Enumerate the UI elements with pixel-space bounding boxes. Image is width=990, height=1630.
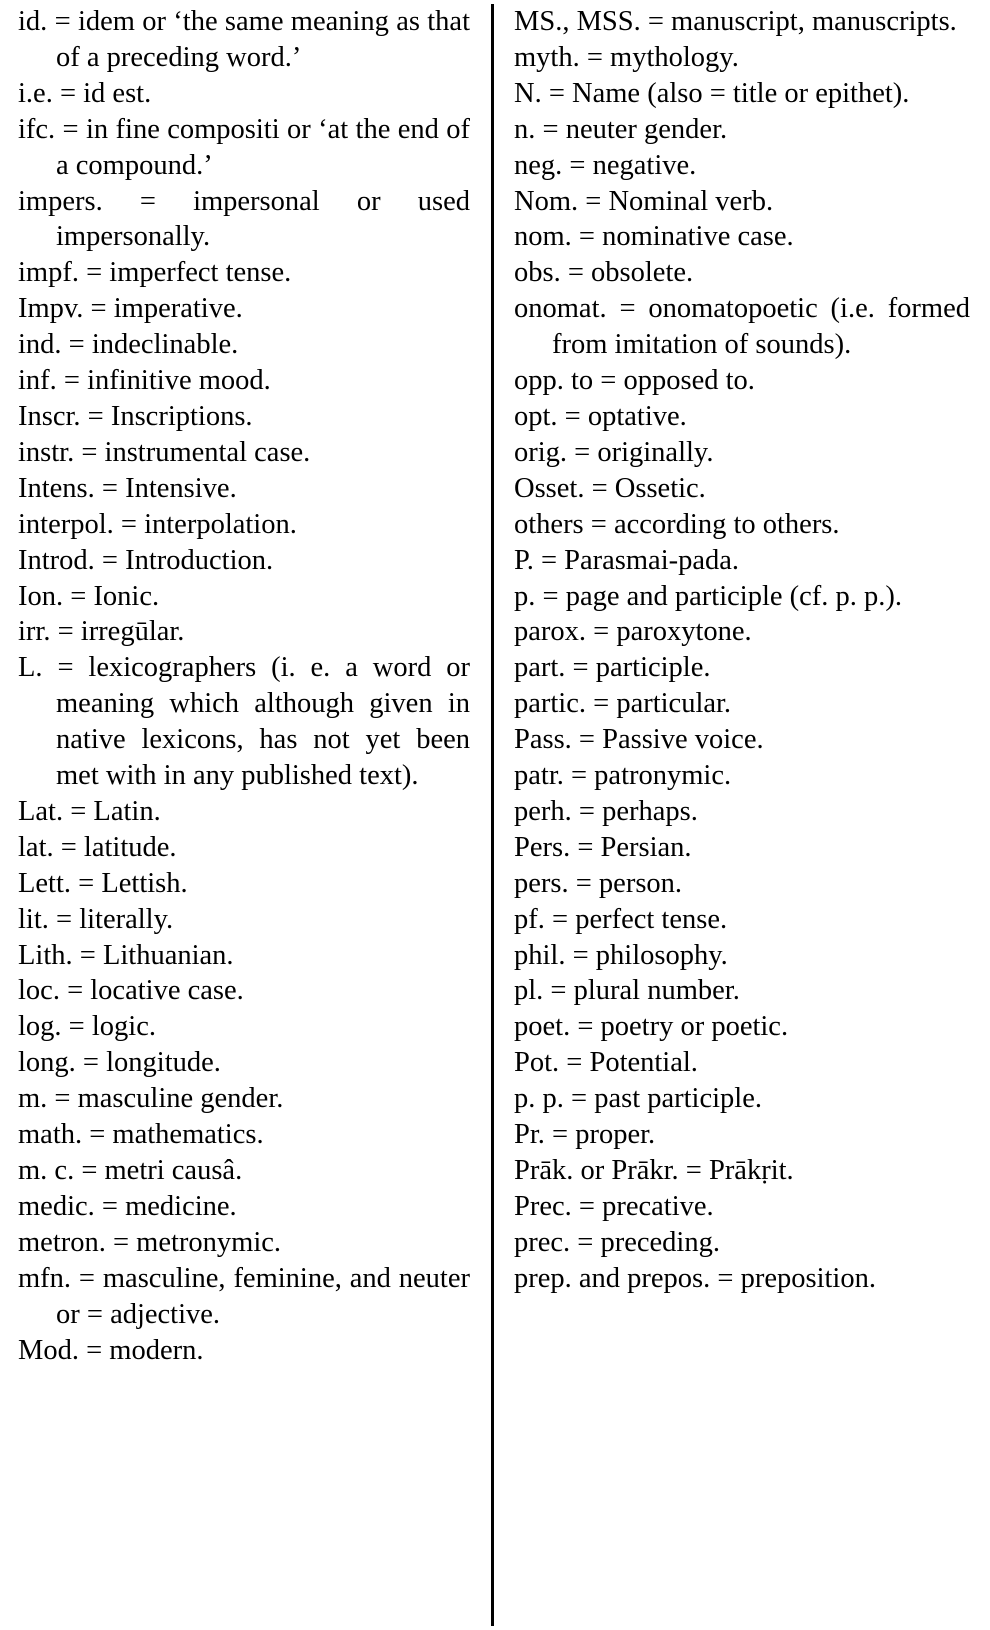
abbreviation-entry: P. = Parasmai-pada. (514, 544, 740, 576)
abbreviation-entry: partic. = particular. (514, 688, 732, 720)
abbreviation-entry: Lith. = Lithuanian. (18, 939, 234, 971)
abbreviation-entry: opt. = optative. (514, 400, 687, 432)
abbreviation-entry: Prāk. or Prākr. = Prākṛit. (514, 1155, 794, 1186)
abbreviation-entry: others = according to others. (514, 508, 840, 540)
abbreviation-entry: L. = lexicographers (i. e. a word or meaning which although given in native lexicons, has not yet been met with in any published text). (18, 652, 470, 792)
abbreviation-entry: medic. = medicine. (18, 1190, 237, 1222)
abbreviation-entry: irr. = irregūlar. (18, 616, 185, 648)
abbreviation-entry: Pass. = Passive voice. (514, 724, 764, 756)
abbreviation-entry: nom. = nominative case. (514, 221, 794, 253)
abbreviation-entry: long. = longitude. (18, 1047, 221, 1079)
abbreviation-entry: Ion. = Ionic. (18, 580, 160, 612)
abbreviation-entry: inf. = infinitive mood. (18, 365, 271, 397)
abbreviation-entry: pl. = plural number. (514, 975, 740, 1007)
abbreviation-entry: ind. = indeclinable. (18, 329, 239, 361)
abbreviation-entry: prep. and prepos. = preposition. (514, 1262, 876, 1294)
abbreviation-entry: p. p. = past participle. (514, 1083, 762, 1115)
abbreviation-entry: Pers. = Persian. (514, 831, 692, 863)
abbreviation-entry: m. c. = metri causâ. (18, 1155, 243, 1186)
left-column (18, 4, 470, 1368)
abbreviation-entry: instr. = instrumental case. (18, 436, 311, 468)
abbreviation-entry: lit. = literally. (18, 903, 174, 935)
abbreviation-entry: mfn. = masculine, feminine, and neuter or = adjective. (18, 1262, 470, 1330)
abbreviation-entry: patr. = patronymic. (514, 760, 732, 792)
abbreviation-entry: Impv. = imperative. (18, 293, 243, 325)
column-divider (491, 4, 494, 1626)
abbreviation-entry: parox. = paroxytone. (514, 616, 752, 648)
abbreviation-entry: Pot. = Potential. (514, 1047, 698, 1079)
abbreviation-entry: ifc. = in fine compositi or ‘at the end of a compound.’ (18, 113, 470, 181)
abbreviation-entry: impf. = imperfect tense. (18, 257, 292, 289)
abbreviation-entry: n. = neuter gender. (514, 113, 728, 145)
abbreviation-entry: i.e. = id est. (18, 77, 152, 109)
abbreviation-entry: Lat. = Latin. (18, 795, 161, 827)
abbreviation-entry: metron. = metronymic. (18, 1226, 282, 1258)
abbreviation-entry: neg. = negative. (514, 149, 697, 181)
abbreviation-entry: myth. = mythology. (514, 41, 739, 73)
abbreviation-entry: Lett. = Lettish. (18, 867, 188, 899)
abbreviation-entry: Intens. = Intensive. (18, 472, 237, 504)
abbreviation-entry: orig. = originally. (514, 436, 714, 468)
abbreviation-entry: Nom. = Nominal verb. (514, 185, 774, 217)
abbreviation-entry: prec. = preceding. (514, 1226, 720, 1258)
abbreviation-entry: phil. = philosophy. (514, 939, 728, 971)
abbreviation-entry: m. = masculine gender. (18, 1083, 284, 1115)
abbreviation-entry: Inscr. = Inscriptions. (18, 400, 253, 432)
abbreviation-entry: p. = page and participle (cf. p. p.). (514, 580, 903, 612)
abbreviation-entry: poet. = poetry or poetic. (514, 1011, 789, 1043)
abbreviation-entry: onomat. = onomatopoetic (i.e. formed from imitation of sounds). (514, 293, 970, 361)
abbreviation-entry: loc. = locative case. (18, 975, 244, 1007)
abbreviation-entry: math. = mathematics. (18, 1119, 264, 1151)
abbreviation-entry: pers. = person. (514, 867, 683, 899)
abbreviation-entry: lat. = latitude. (18, 831, 177, 863)
abbreviation-entry: log. = logic. (18, 1011, 156, 1043)
abbreviation-entry: obs. = obsolete. (514, 257, 694, 289)
abbreviation-entry: Osset. = Ossetic. (514, 472, 706, 504)
right-column (514, 4, 970, 1297)
abbreviation-entry: Pr. = proper. (514, 1119, 656, 1151)
abbreviation-entry: interpol. = interpolation. (18, 508, 297, 540)
abbreviation-entry: id. = idem or ‘the same meaning as that of a preceding word.’ (18, 6, 470, 73)
abbreviation-entry: Introd. = Introduction. (18, 544, 274, 576)
abbreviation-entry: Prec. = precative. (514, 1190, 714, 1222)
abbreviation-entry: pf. = perfect tense. (514, 903, 728, 935)
abbreviation-entry: part. = participle. (514, 652, 711, 684)
abbreviation-entry: impers. = impersonal or used impersonally. (18, 185, 470, 253)
abbreviation-entry: opp. to = opposed to. (514, 365, 755, 397)
abbreviation-entry: perh. = perhaps. (514, 795, 698, 827)
abbreviation-entry: Mod. = modern. (18, 1334, 204, 1366)
abbreviation-entry: MS., MSS. = manuscript, manuscripts. (514, 6, 957, 37)
abbreviation-entry: N. = Name (also = title or epithet). (514, 77, 910, 109)
